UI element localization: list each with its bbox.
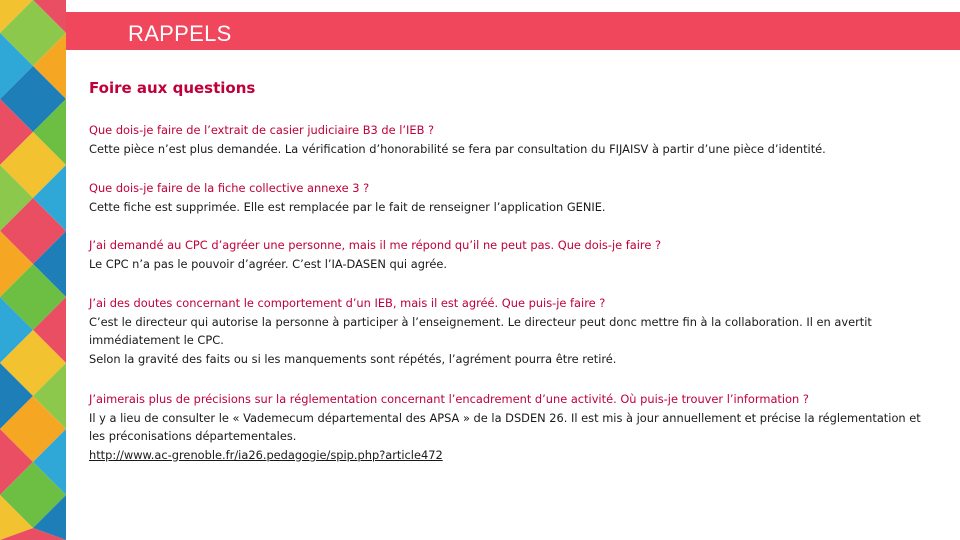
- faq-item-3: [89, 236, 939, 273]
- faq-item-2: [89, 179, 939, 216]
- faq-question: J’ai demandé au CPC d’agréer une personne, mais il me répond qu’il ne peut pas. Que dois-je faire ?: [89, 238, 662, 252]
- decorative-mosaic: [0, 0, 66, 540]
- faq-item-5: [89, 390, 939, 464]
- faq-question: Que dois-je faire de la fiche collective annexe 3 ?: [89, 181, 370, 195]
- faq-question: J’aimerais plus de précisions sur la réglementation concernant l’encadrement d’une activité. Où puis-je trouver l’information ?: [89, 392, 809, 406]
- faq-answer: Cette pièce n’est plus demandée. La vérification d’honorabilité se fera par consultation du FIJAISV à partir d’une pièce d’identité.: [89, 141, 826, 156]
- faq-answer: Il y a lieu de consulter le « Vademecum départemental des APSA » de la DSDEN 26. Il est mis à jour annuellement et précise la réglementation et les préconisations départementales.: [89, 410, 921, 443]
- faq-answer: Cette fiche est supprimée. Elle est remplacée par le fait de renseigner l’application GENIE.: [89, 199, 606, 214]
- header-bar: [66, 12, 960, 50]
- faq-answer: Le CPC n’a pas le pouvoir d’agréer. C’est l’IA-DASEN qui agrée.: [89, 256, 448, 271]
- vademecum-link[interactable]: http://www.ac-grenoble.fr/ia26.pedagogie/spip.php?article472: [89, 447, 443, 462]
- faq-answer: C’est le directeur qui autorise la personne à participer à l’enseignement. Le directeur peut donc mettre fin à la collaboration. Il en avertit immédiatement le CPC.: [89, 314, 872, 347]
- faq-question: J’ai des doutes concernant le comportement d’un IEB, mais il est agréé. Que puis-je faire ?: [89, 296, 606, 310]
- faq-item-4: [89, 294, 939, 368]
- faq-item-1: [89, 121, 939, 158]
- faq-answer-continued: Selon la gravité des faits ou si les manquements sont répétés, l’agrément pourra être retiré.: [89, 351, 617, 366]
- header-title: RAPPELS: [128, 21, 232, 46]
- section-title: Foire aux questions: [89, 79, 256, 97]
- faq-question: Que dois-je faire de l’extrait de casier judiciaire B3 de l’IEB ?: [89, 123, 435, 137]
